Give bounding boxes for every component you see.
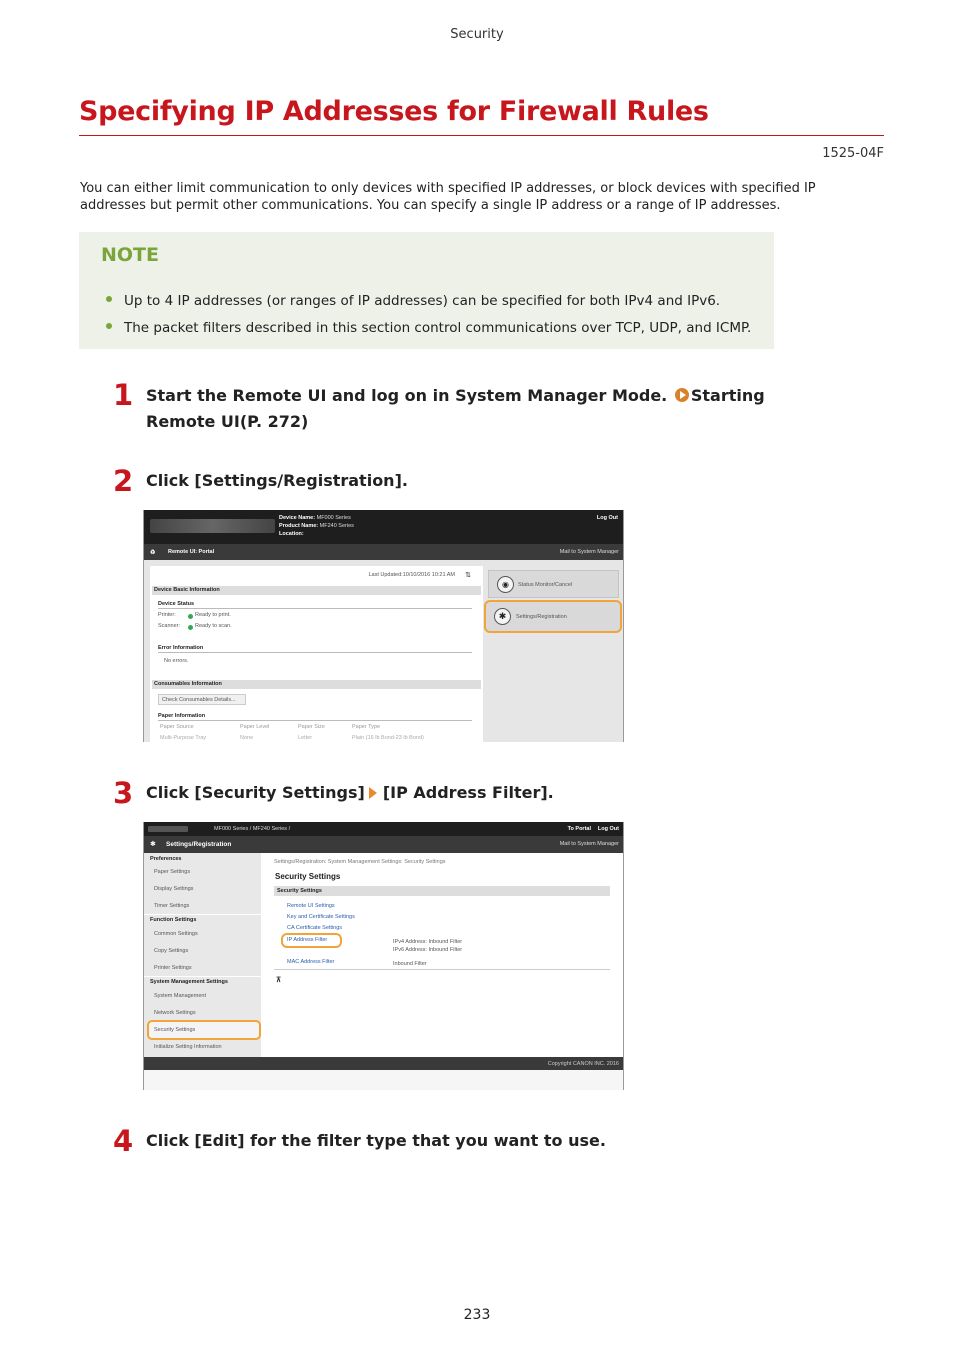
- scroll-top-icon[interactable]: ⊼: [276, 977, 282, 984]
- mac-address-filter-link[interactable]: MAC Address Filter: [287, 959, 335, 965]
- portal-main-panel: Last Updated:10/10/2016 10:21 AM ⇅ Device Basic Information Device Status Printer: Ready to print. Scanner: Ready to scan. Error Information No errors. Consumables Information Check Consumables Details... Paper Information Paper Source Paper Level Paper Size Paper Type Multi-Purpose Tray None Letter Plain (16 lb Bond-23 lb Bond): [150, 566, 483, 742]
- step-number: 1: [113, 378, 134, 412]
- arrow-right-icon: [369, 787, 377, 799]
- ca-certificate-settings-link[interactable]: CA Certificate Settings: [287, 925, 343, 931]
- content-heading: Security Settings: [275, 872, 341, 881]
- bullet-icon: [106, 323, 112, 329]
- sidebar-item-printer-settings[interactable]: Printer Settings: [154, 965, 192, 971]
- printer-status-icon: [188, 614, 193, 619]
- page-title: Specifying IP Addresses for Firewall Rules: [79, 96, 709, 127]
- settings-footer: Copyright CANON INC. 2016: [144, 1057, 624, 1070]
- key-certificate-settings-link[interactable]: Key and Certificate Settings: [287, 914, 355, 920]
- settings-sidebar: Preferences Paper Settings Display Settings Timer Settings Function Settings Common Settings Copy Settings Printer Settings System Management Settings System Management Network Settings Security Settings Initialize Setting Information: [144, 853, 261, 1057]
- remote-ui-portal-screenshot: [143, 510, 624, 742]
- sidebar-item-network-settings[interactable]: Network Settings: [154, 1010, 196, 1016]
- to-portal-link[interactable]: To Portal: [567, 826, 591, 832]
- starting-remote-ui-link[interactable]: Starting Remote UI(P. 272): [146, 386, 765, 431]
- scanner-status-icon: [188, 625, 193, 630]
- title-rule: [79, 135, 884, 136]
- sidebar-item-paper-settings[interactable]: Paper Settings: [154, 869, 191, 875]
- step-text: Click [Edit] for the filter type that you want to use.: [146, 1131, 606, 1150]
- link-arrow-icon: [675, 388, 689, 402]
- brand-logo: [148, 826, 188, 832]
- step-text: Click [Settings/Registration].: [146, 471, 408, 490]
- step-text: Click [Security Settings] [IP Address Filter].: [146, 783, 554, 802]
- running-head: Security: [450, 27, 504, 42]
- brand-logo: [150, 519, 275, 533]
- breadcrumb: Settings/Registration: System Management Settings: Security Settings: [274, 859, 446, 865]
- sidebar-item-initialize-settings[interactable]: Initialize Setting Information: [154, 1044, 222, 1050]
- logout-link[interactable]: Log Out: [597, 826, 619, 832]
- note-item: Up to 4 IP addresses (or ranges of IP addresses) can be specified for both IPv4 and IPv6.: [106, 293, 720, 309]
- step-text: Start the Remote UI and log on in System Manager Mode. Starting Remote UI(P. 272): [146, 386, 765, 431]
- page-number: 233: [463, 1307, 491, 1323]
- portal-titlebar: ♻ Remote UI: Portal Mail to System Manager: [144, 544, 624, 560]
- sidebar-item-timer-settings[interactable]: Timer Settings: [154, 903, 190, 909]
- status-monitor-icon: ◉: [497, 576, 514, 593]
- note-box: [79, 232, 774, 349]
- settings-registration-button[interactable]: ✱ Settings/Registration: [484, 600, 622, 633]
- note-title: NOTE: [101, 244, 159, 266]
- doc-code: 1525-04F: [822, 146, 884, 161]
- settings-gear-icon: ✱: [494, 608, 511, 625]
- settings-topbar: MF000 Series / MF240 Series / To Portal Log Out: [144, 822, 624, 836]
- mail-link[interactable]: Mail to System Manager: [559, 549, 619, 555]
- sidebar-item-common-settings[interactable]: Common Settings: [154, 931, 198, 937]
- bullet-icon: [106, 296, 112, 302]
- settings-titlebar: ✱ Settings/Registration Mail to System Manager: [144, 836, 624, 853]
- step-number: 3: [113, 776, 134, 810]
- intro-paragraph: You can either limit communication to only devices with specified IP addresses, or block devices with specified IP addresses but permit other communications. You can specify a single IP address or a range of IP addresses.: [80, 181, 816, 213]
- portal-header: Device Name: MF000 Series Product Name: MF240 Series Location: Log Out: [144, 510, 624, 544]
- step-number: 4: [113, 1124, 134, 1158]
- settings-gear-icon: ✱: [150, 841, 156, 848]
- status-monitor-button[interactable]: ◉ Status Monitor/Cancel: [488, 570, 619, 598]
- logout-link[interactable]: Log Out: [596, 515, 618, 521]
- refresh-icon[interactable]: ⇅: [465, 572, 471, 579]
- step-number: 2: [113, 464, 134, 498]
- portal-icon: ♻: [150, 550, 156, 556]
- note-item: The packet filters described in this section control communications over TCP, UDP, and ICMP.: [106, 320, 751, 336]
- sidebar-item-display-settings[interactable]: Display Settings: [154, 886, 194, 892]
- sidebar-item-system-management[interactable]: System Management: [154, 993, 206, 999]
- security-settings-screenshot: MF000 Series / MF240 Series / To Portal Log Out ✱ Settings/Registration Mail to System Manager Preferences Paper Settings Display Settings Timer Settings Function Settings Common Settings Copy Settings Printer Settings System Management Settings System Management Network Settings Security Settings Initialize Setting Information Settings/Registration: System Management Settings: Security Settings Security Settings Security Settings Remote UI Settings Key and Certificate Settings CA Certificate Settings IP Address Filter IPv4 Address: Inbound Filter IPv6 Address: Inbound Filter MAC Address Filter Inbound Filter ⊼ Copyright CANON INC. 2016: [143, 822, 624, 1090]
- sidebar-item-copy-settings[interactable]: Copy Settings: [154, 948, 189, 954]
- mail-link[interactable]: Mail to System Manager: [559, 841, 619, 847]
- remote-ui-settings-link[interactable]: Remote UI Settings: [287, 903, 335, 909]
